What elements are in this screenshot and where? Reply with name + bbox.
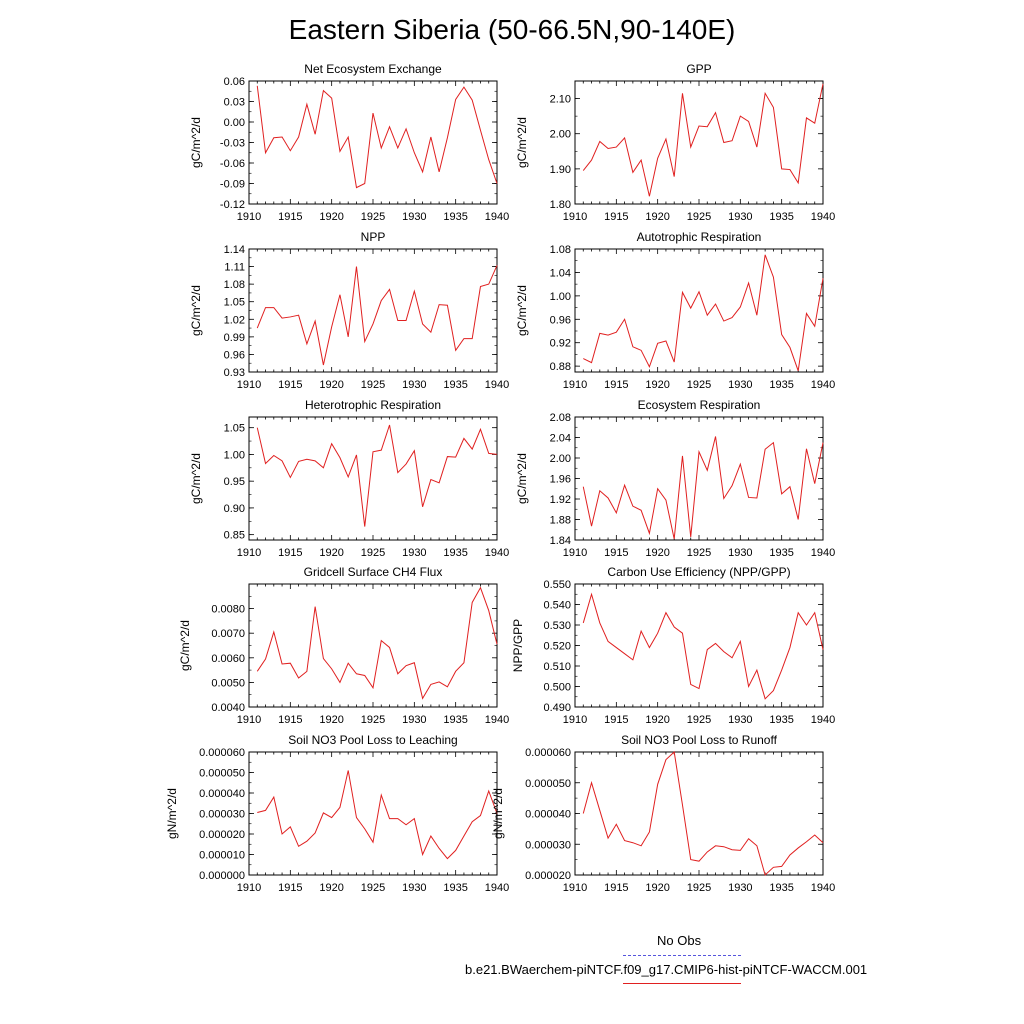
y-tick-label: 1.96 [549, 473, 571, 486]
x-tick-label: 1930 [402, 211, 427, 223]
x-tick-label: 1920 [645, 547, 670, 559]
x-tick-label: 1915 [278, 547, 303, 559]
x-tick-label: 1930 [728, 211, 753, 223]
plot-frame [249, 81, 497, 204]
y-tick-label: 1.08 [549, 244, 571, 256]
y-tick-label: 0.96 [549, 314, 571, 327]
y-tick-label: 0.03 [223, 96, 245, 109]
x-tick-label: 1910 [236, 882, 262, 894]
y-tick-label: 1.92 [549, 494, 571, 506]
x-tick-label: 1910 [562, 211, 588, 223]
x-tick-label: 1930 [402, 714, 427, 726]
y-tick-label: 1.14 [223, 244, 245, 256]
x-tick-label: 1910 [236, 714, 262, 726]
y-tick-label: 1.02 [223, 314, 245, 327]
plot-frame [249, 752, 497, 875]
y-tick-label: -0.12 [219, 199, 245, 211]
x-tick-label: 1940 [484, 379, 510, 391]
y-tick-label: 0.550 [543, 579, 571, 591]
series-line [583, 84, 823, 196]
x-tick-label: 1940 [484, 714, 510, 726]
y-axis-label: gC/m^2/d [515, 285, 529, 336]
x-tick-label: 1915 [604, 547, 629, 559]
x-tick-label: 1910 [562, 547, 588, 559]
plot-frame [249, 417, 497, 540]
x-tick-label: 1915 [278, 211, 303, 223]
y-tick-label: 0.0060 [211, 652, 245, 665]
x-tick-label: 1940 [810, 211, 836, 223]
x-tick-label: 1935 [443, 547, 468, 559]
x-tick-label: 1910 [562, 714, 588, 726]
y-tick-label: 1.05 [223, 422, 245, 435]
x-tick-label: 1930 [402, 547, 427, 559]
y-tick-label: 2.00 [549, 128, 571, 141]
x-tick-label: 1920 [645, 379, 670, 391]
x-tick-label: 1920 [319, 547, 344, 559]
panel-title: Gridcell Surface CH4 Flux [303, 565, 443, 579]
y-tick-label: 1.00 [223, 449, 245, 462]
y-tick-label: 0.00 [223, 117, 245, 129]
y-tick-label: 0.99 [223, 331, 245, 344]
y-tick-label: 0.520 [543, 640, 571, 653]
y-axis-label: gC/m^2/d [178, 620, 192, 671]
y-axis-label: gC/m^2/d [189, 285, 203, 336]
y-tick-label: 0.000060 [525, 747, 571, 759]
x-tick-label: 1915 [604, 882, 629, 894]
x-tick-label: 1925 [686, 211, 712, 223]
y-tick-label: 2.08 [549, 412, 571, 424]
x-tick-label: 1920 [645, 211, 670, 223]
x-tick-label: 1920 [319, 714, 344, 726]
x-tick-label: 1940 [484, 882, 510, 894]
plot-frame [575, 752, 823, 875]
x-tick-label: 1935 [443, 882, 468, 894]
y-tick-label: 0.0080 [211, 603, 245, 616]
y-tick-label: 0.06 [223, 76, 245, 88]
y-tick-label: 0.500 [543, 681, 571, 694]
y-tick-label: 1.84 [549, 535, 571, 547]
panel-title: Autotrophic Respiration [636, 230, 762, 244]
x-tick-label: 1940 [484, 547, 510, 559]
y-tick-label: 0.0070 [211, 628, 245, 641]
panel-title: Net Ecosystem Exchange [304, 62, 442, 76]
panel-title: NPP [360, 230, 386, 244]
x-tick-label: 1935 [769, 547, 794, 559]
y-tick-label: 0.000020 [525, 870, 571, 882]
x-tick-label: 1910 [562, 379, 588, 391]
y-tick-label: 0.540 [543, 599, 571, 612]
y-tick-label: 0.92 [549, 337, 571, 350]
x-tick-label: 1915 [278, 714, 303, 726]
series-line [583, 752, 823, 875]
y-tick-label: -0.06 [219, 158, 245, 170]
y-tick-label: 0.000040 [199, 788, 245, 800]
y-axis-label: gN/m^2/d [491, 788, 505, 839]
series-line [583, 594, 823, 699]
x-tick-label: 1930 [728, 379, 753, 391]
plot-frame [249, 249, 497, 372]
x-tick-label: 1930 [728, 714, 753, 726]
x-tick-label: 1940 [810, 379, 836, 391]
y-tick-label: 0.000000 [199, 870, 245, 882]
x-tick-label: 1935 [443, 379, 468, 391]
y-tick-label: 0.000040 [525, 808, 571, 821]
x-tick-label: 1915 [278, 882, 303, 894]
series-line [257, 86, 497, 188]
panel-title: Heterotrophic Respiration [304, 398, 442, 412]
x-tick-label: 1920 [645, 714, 670, 726]
y-tick-label: 1.80 [549, 199, 571, 211]
x-tick-label: 1910 [236, 547, 262, 559]
panel-title: Soil NO3 Pool Loss to Runoff [621, 733, 777, 747]
y-tick-label: 2.10 [549, 93, 571, 106]
series-line [257, 265, 497, 365]
x-tick-label: 1920 [319, 211, 344, 223]
y-axis-label: gC/m^2/d [189, 453, 203, 504]
legend-obs-swatch [623, 955, 741, 956]
x-tick-label: 1925 [360, 211, 386, 223]
y-axis-label: gN/m^2/d [165, 788, 179, 839]
x-tick-label: 1925 [686, 714, 712, 726]
panel-title: Soil NO3 Pool Loss to Leaching [288, 733, 458, 747]
y-tick-label: 0.000060 [199, 747, 245, 759]
x-tick-label: 1925 [360, 714, 386, 726]
y-axis-label: gC/m^2/d [515, 117, 529, 168]
x-tick-label: 1925 [686, 547, 712, 559]
y-axis-label: NPP/GPP [511, 618, 525, 673]
legend-model-swatch [623, 983, 741, 984]
x-tick-label: 1930 [402, 882, 427, 894]
x-tick-label: 1940 [484, 211, 510, 223]
y-tick-label: 0.490 [543, 702, 571, 714]
y-tick-label: 1.05 [223, 296, 245, 309]
y-tick-label: 0.88 [549, 361, 571, 374]
x-tick-label: 1925 [686, 882, 712, 894]
y-tick-label: 0.0040 [211, 702, 245, 714]
x-tick-label: 1930 [402, 379, 427, 391]
y-axis-label: gC/m^2/d [189, 117, 203, 168]
x-tick-label: 1940 [810, 547, 836, 559]
panel-title: Ecosystem Respiration [637, 398, 761, 412]
y-tick-label: 1.00 [549, 290, 571, 303]
panel-title: Carbon Use Efficiency (NPP/GPP) [607, 565, 791, 579]
plot-frame [575, 417, 823, 540]
y-tick-label: 1.90 [549, 163, 571, 176]
x-tick-label: 1925 [686, 379, 712, 391]
y-tick-label: 0.96 [223, 349, 245, 362]
x-tick-label: 1925 [360, 379, 386, 391]
x-tick-label: 1910 [236, 211, 262, 223]
legend-obs-label: No Obs [657, 933, 702, 948]
x-tick-label: 1935 [769, 882, 794, 894]
x-tick-label: 1920 [319, 379, 344, 391]
series-line [583, 255, 823, 371]
series-line [257, 770, 497, 858]
y-tick-label: 0.0050 [211, 677, 245, 690]
series-line [257, 588, 497, 699]
x-tick-label: 1940 [810, 882, 836, 894]
y-axis-label: gC/m^2/d [515, 453, 529, 504]
x-tick-label: 1935 [443, 211, 468, 223]
x-tick-label: 1915 [604, 379, 629, 391]
plot-frame [575, 81, 823, 204]
page-title: Eastern Siberia (50-66.5N,90-140E) [288, 14, 736, 45]
y-tick-label: 0.95 [223, 476, 245, 489]
x-tick-label: 1910 [562, 882, 588, 894]
x-tick-label: 1915 [278, 379, 303, 391]
x-tick-label: 1920 [645, 882, 670, 894]
x-tick-label: 1925 [360, 882, 386, 894]
y-tick-label: 0.90 [223, 502, 245, 515]
panel-title: GPP [686, 62, 712, 76]
y-tick-label: 1.88 [549, 514, 571, 527]
y-tick-label: 1.11 [224, 261, 245, 274]
x-tick-label: 1915 [604, 714, 629, 726]
x-tick-label: 1935 [769, 379, 794, 391]
y-tick-label: 0.000050 [525, 777, 571, 790]
y-tick-label: 0.93 [223, 367, 245, 379]
y-tick-label: 1.08 [223, 279, 245, 292]
x-tick-label: 1930 [728, 547, 753, 559]
y-tick-label: 0.000010 [199, 849, 245, 862]
y-tick-label: 0.85 [223, 529, 245, 542]
x-tick-label: 1935 [769, 714, 794, 726]
y-tick-label: -0.03 [219, 137, 245, 150]
legend-model-label: b.e21.BWaerchem-piNTCF.f09_g17.CMIP6-hist-piNTCF-WACCM.001 [465, 962, 868, 977]
y-tick-label: 0.510 [543, 661, 571, 673]
y-tick-label: 1.04 [549, 267, 571, 280]
y-tick-label: 2.00 [549, 453, 571, 465]
series-line [583, 436, 823, 538]
series-line [257, 425, 497, 527]
x-tick-label: 1915 [604, 211, 629, 223]
x-tick-label: 1940 [810, 714, 836, 726]
x-tick-label: 1935 [769, 211, 794, 223]
x-tick-label: 1910 [236, 379, 262, 391]
x-tick-label: 1935 [443, 714, 468, 726]
y-tick-label: 2.04 [549, 432, 571, 445]
y-tick-label: 0.000050 [199, 767, 245, 780]
y-tick-label: -0.09 [219, 178, 245, 191]
x-tick-label: 1920 [319, 882, 344, 894]
y-tick-label: 0.000020 [199, 829, 245, 841]
y-tick-label: 0.000030 [199, 808, 245, 821]
x-tick-label: 1930 [728, 882, 753, 894]
y-tick-label: 0.000030 [525, 839, 571, 852]
y-tick-label: 0.530 [543, 620, 571, 632]
x-tick-label: 1925 [360, 547, 386, 559]
plot-frame [575, 249, 823, 372]
